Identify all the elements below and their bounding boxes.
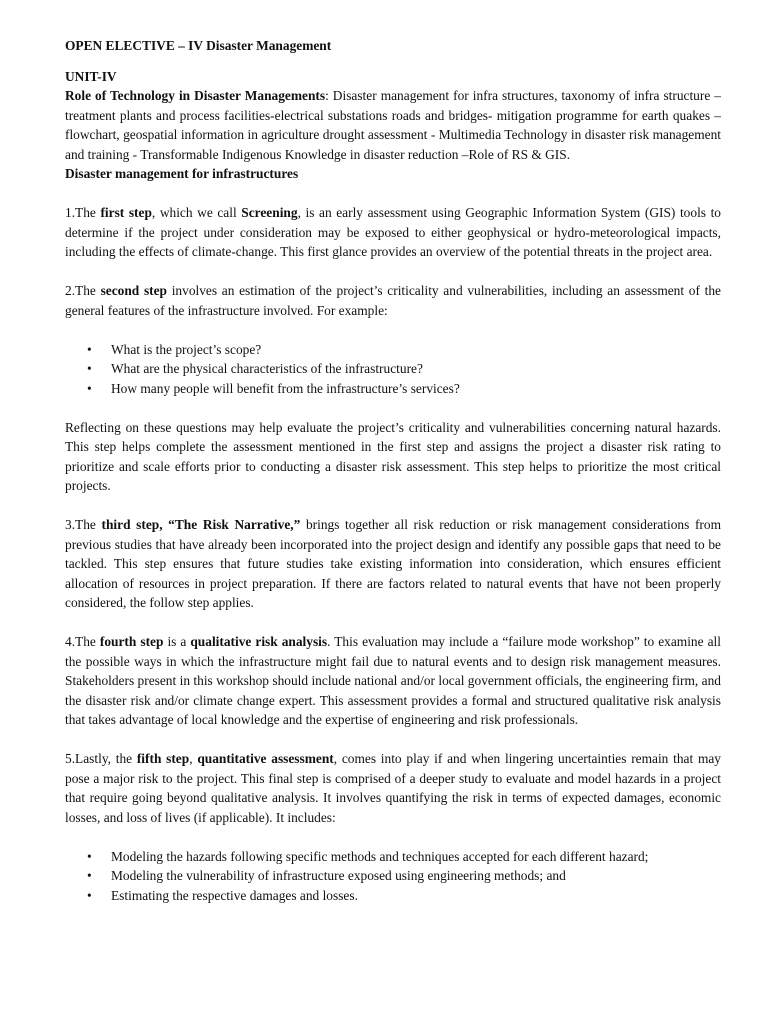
bullet-icon: • [87,868,92,883]
list-item: • How many people will benefit from the infrastructure’s services? [65,379,721,399]
step2-paragraph: 2.The second step involves an estimation of the project’s criticality and vulnerabilities, including an assessment of the general features of the infrastructure involved. For example: [65,283,721,318]
document-title: OPEN ELECTIVE – IV Disaster Management [65,38,332,53]
step3-paragraph: 3.The third step, “The Risk Narrative,” brings together all risk reduction or risk management considerations from previous studies that have already been incorporated into the project design and identify any possible gaps that need to be tackled. This step ensures that future studies take existing information into consideration, which ensures efficient allocation of resources in project preparation. If there are factors related to natural events that have not been properly considered, the follow step applies. [65,517,721,610]
section-heading: Disaster management for infrastructures [65,166,299,181]
includes-list [65,847,721,906]
unit-heading: UNIT-IV [65,68,117,84]
bullet-icon: • [87,887,92,903]
list-item: • What is the project’s scope? [65,340,721,360]
step5-paragraph: 5.Lastly, the fifth step, quantitative assessment, comes into play if and when lingering uncertainties remain that may pose a major risk to the project. This final step is comprised of a deeper study to evaluate and model hazards in a project that require going beyond qualitative analysis. It involves quantifying the risk in terms of expected damages, economic losses, and loss of lives (if applicable). It includes: [65,751,721,825]
bullet-icon: • [87,848,92,864]
bullet-icon: • [87,341,92,357]
list-item: • Modeling the vulnerability of infrastructure exposed using engineering methods; and [65,866,721,886]
list-item: • Estimating the respective damages and losses. [65,886,721,906]
reflect-paragraph: Reflecting on these questions may help evaluate the project’s criticality and vulnerabilities concerning natural hazards. This step helps complete the assessment mentioned in the first step and assigns the project a disaster risk rating to prioritize and scale efforts prior to conducting a disaster risk assessment. This step helps to prioritize the most critical projects. [65,419,721,493]
bullet-icon: • [87,380,92,396]
step1-paragraph: 1.The first step, which we call Screening, is an early assessment using Geographic Information System (GIS) tools to determine if the project under consideration may be exposed to either geophysical or hydro-meteorological impacts, including the effects of climate-change. This first glance provides an overview of the potential threats in the project area. [65,205,722,259]
questions-list [65,340,721,399]
intro-paragraph [65,86,721,164]
intro-text: : Disaster management for infra structures, taxonomy of infra structure – treatment plants and process facilities-electrical substations roads and bridges- mitigation programme for earth quakes – flowchart, geospatial information in agriculture drought assessment - Multimedia Technology in disaster risk management and training - Transformable Indigenous Knowledge in disaster reduction –Role of RS & GIS. [65,88,721,162]
intro-bold: Role of Technology in Disaster Managements [65,88,326,103]
list-item: • What are the physical characteristics of the infrastructure? [65,359,721,379]
list-item: • Modeling the hazards following specific methods and techniques accepted for each different hazard; [65,847,721,867]
bullet-icon: • [87,361,92,376]
step4-paragraph: 4.The fourth step is a qualitative risk analysis. This evaluation may include a “failure mode workshop” to examine all the possible ways in which the infrastructure might fail due to natural events and to design risk management measures. Stakeholders present in this workshop should include national and/or local government officials, the engineering firm, and the disaster risk and/or climate change expert. This assessment provides a formal and structured qualitative risk analysis that takes advantage of local knowledge and the expertise of engineering and risk professionals. [65,634,721,727]
